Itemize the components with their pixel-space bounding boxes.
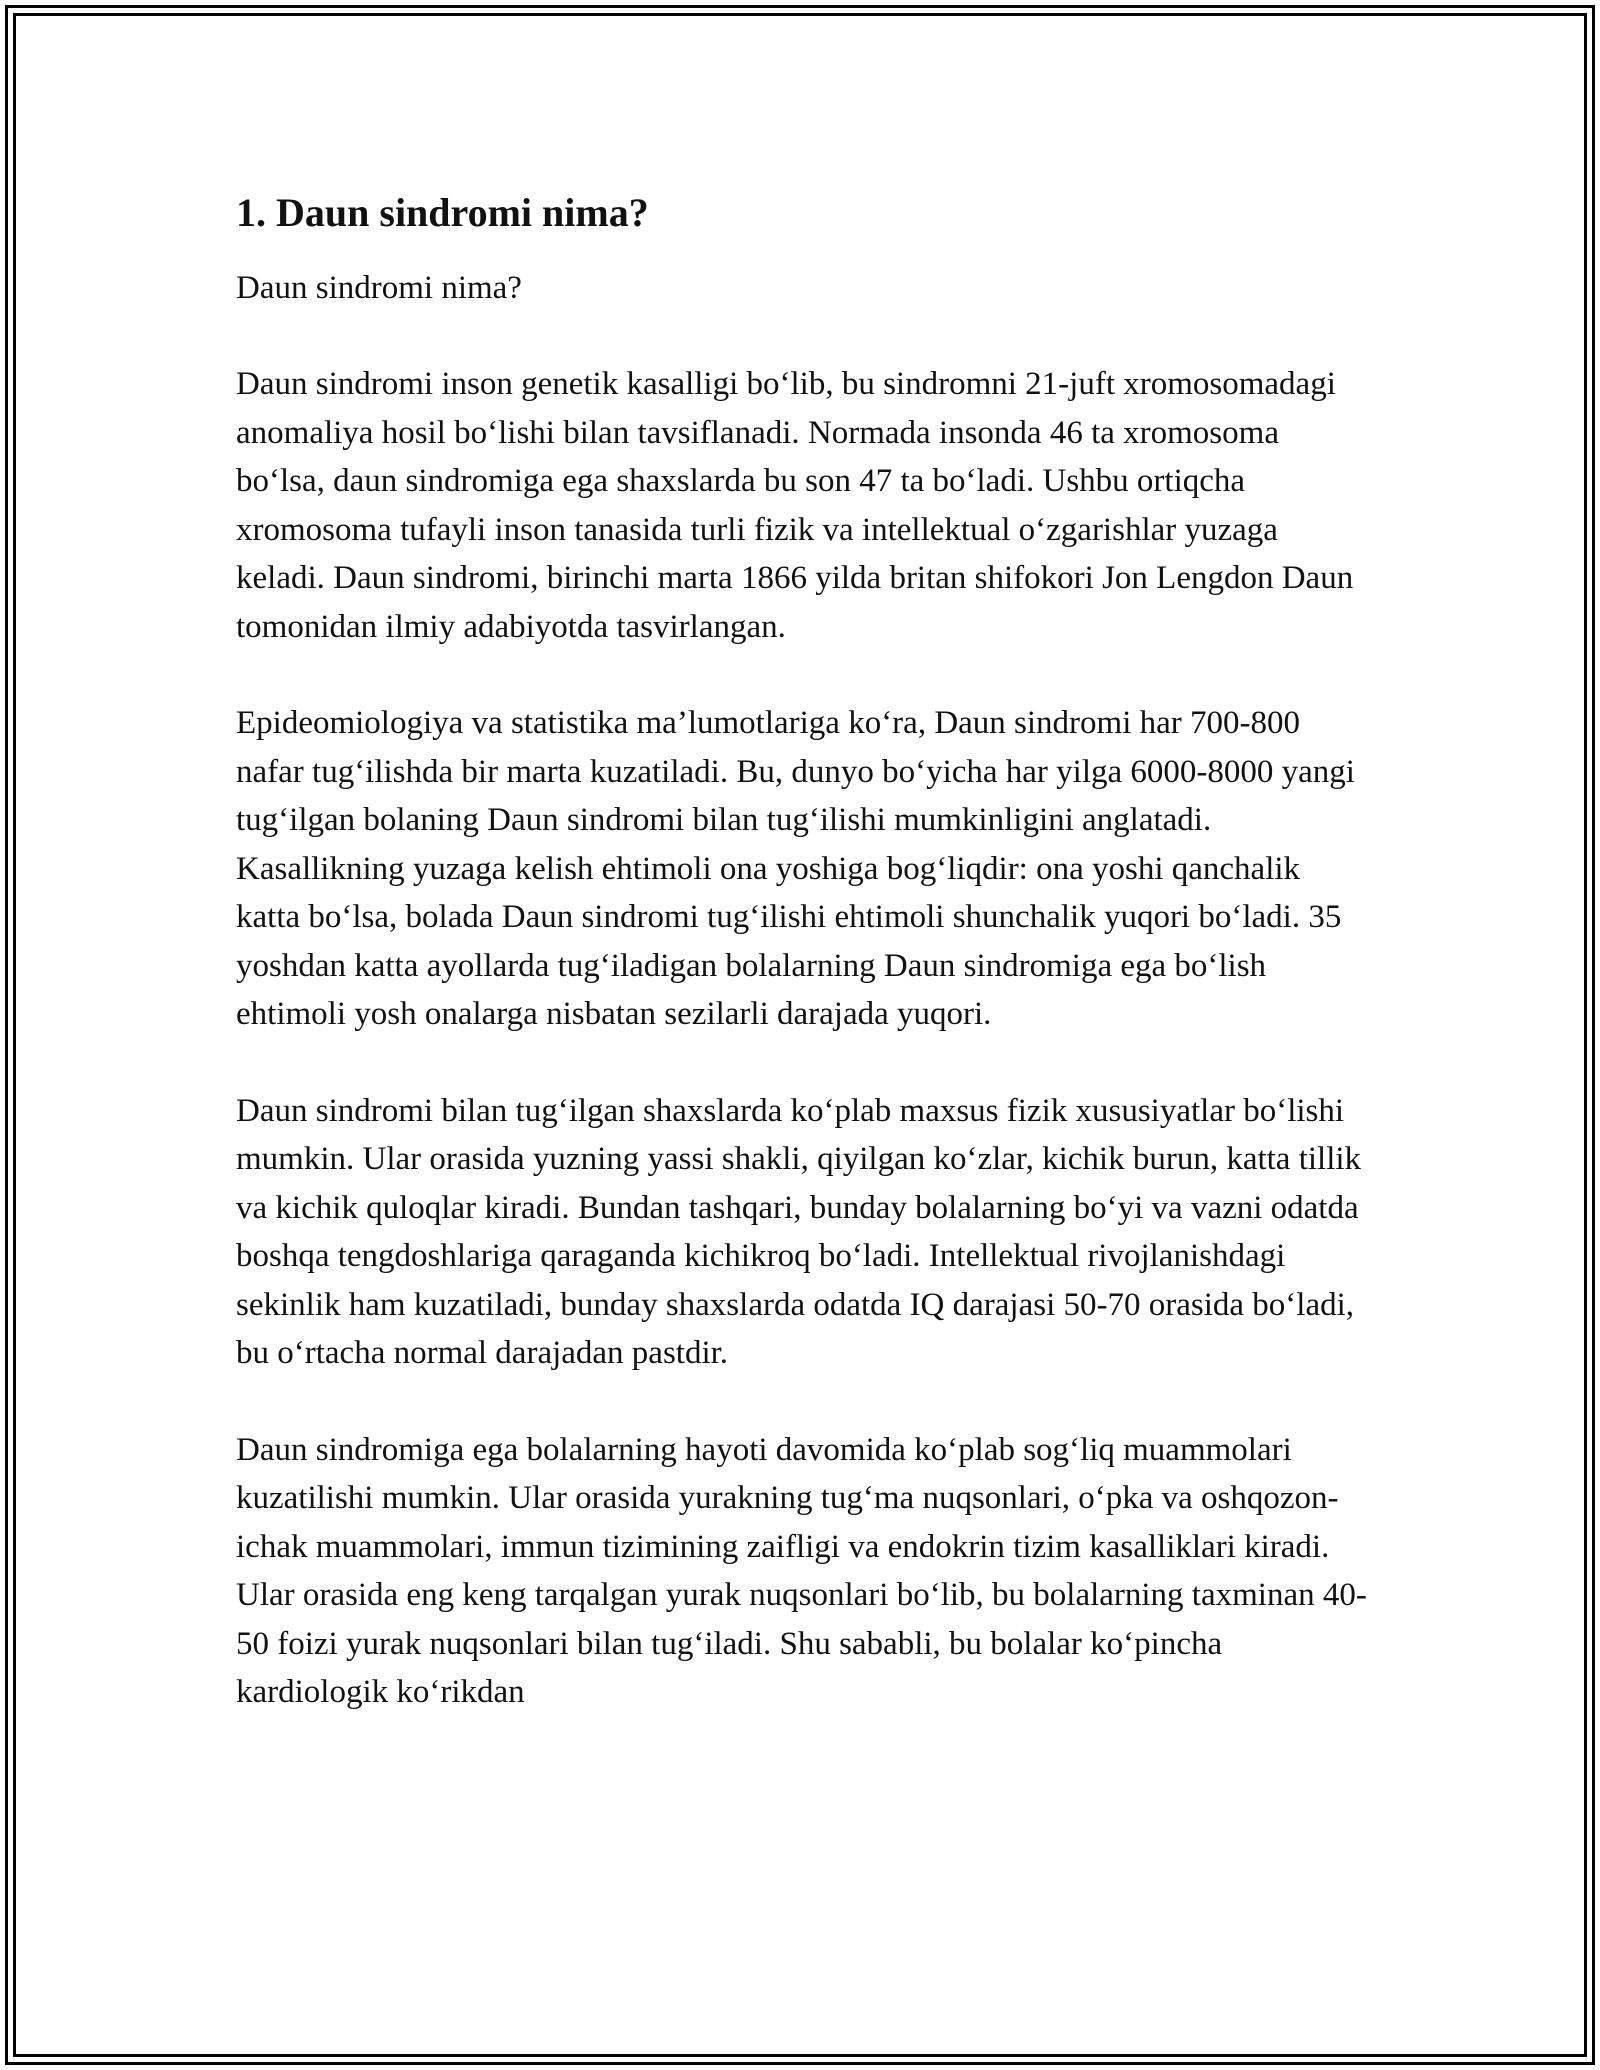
paragraph-definition: Daun sindromi inson genetik kasalligi bo‘lib, bu sindromni 21-juft xromosomadagi anomaliya hosil bo‘lishi bilan tavsiflanadi. Normada insonda 46 ta xromosoma bo‘lsa, daun sindromiga ega shaxslarda bu son 47 ta bo‘ladi. Ushbu ortiqcha xromosoma tufayli inson tanasida turli fizik va intellektual o‘zgarishlar yuzaga keladi. Daun sindromi, birinchi marta 1866 yilda britan shifokori Jon Lengdon Daun tomonidan ilmiy adabiyotda tasvirlangan. xyxy=(236,366,1354,645)
section-subtitle: Daun sindromi nima? xyxy=(236,270,522,306)
paragraph-epidemiology: Epideomiologiya va statistika ma’lumotlariga ko‘ra, Daun sindromi har 700-800 nafar tug‘ilishda bir marta kuzatiladi. Bu, dunyo bo‘yicha har yilga 6000-8000 yangi tug‘ilgan bolaning Daun sindromi bilan tug‘ilishi mumkinligini anglatadi. Kasallikning yuzaga kelish ehtimoli ona yoshiga bog‘liqdir: ona yoshi qanchalik katta bo‘lsa, bolada Daun sindromi tug‘ilishi ehtimoli shunchalik yuqori bo‘ladi. 35 yoshdan katta ayollarda tug‘iladigan bolalarning Daun sindromiga ega bo‘lish ehtimoli yosh onalarga nisbatan sezilarli darajada yuqori. xyxy=(236,705,1355,1032)
paragraph-health-problems: Daun sindromiga ega bolalarning hayoti davomida ko‘plab sog‘liq muammolari kuzatilishi mumkin. Ular orasida yurakning tug‘ma nuqsonlari, o‘pka va oshqozon-ichak muammolari, immun tizimining zaifligi va endokrin tizim kasalliklari kiradi. Ular orasida eng keng tarqalgan yurak nuqsonlari bo‘lib, bu bolalarning taxminan 40-50 foizi yurak nuqsonlari bilan tug‘iladi. Shu sababli, bu bolalar ko‘pincha kardiologik ko‘rikdan xyxy=(236,1431,1367,1710)
paragraph-physical-features: Daun sindromi bilan tug‘ilgan shaxslarda ko‘plab maxsus fizik xususiyatlar bo‘lishi mumkin. Ular orasida yuzning yassi shakli, qiyilgan ko‘zlar, kichik burun, katta tillik va kichik quloqlar kiradi. Bundan tashqari, bunday bolalarning bo‘yi va vazni odatda boshqa tengdoshlariga qaraganda kichikroq bo‘ladi. Intellektual rivojlanishdagi sekinlik ham kuzatiladi, bunday shaxslarda odatda IQ darajasi 50-70 orasida bo‘ladi, bu o‘rtacha normal darajadan pastdir. xyxy=(236,1092,1362,1371)
section-heading: 1. Daun sindromi nima? xyxy=(236,190,649,235)
document-body xyxy=(236,186,1368,1717)
